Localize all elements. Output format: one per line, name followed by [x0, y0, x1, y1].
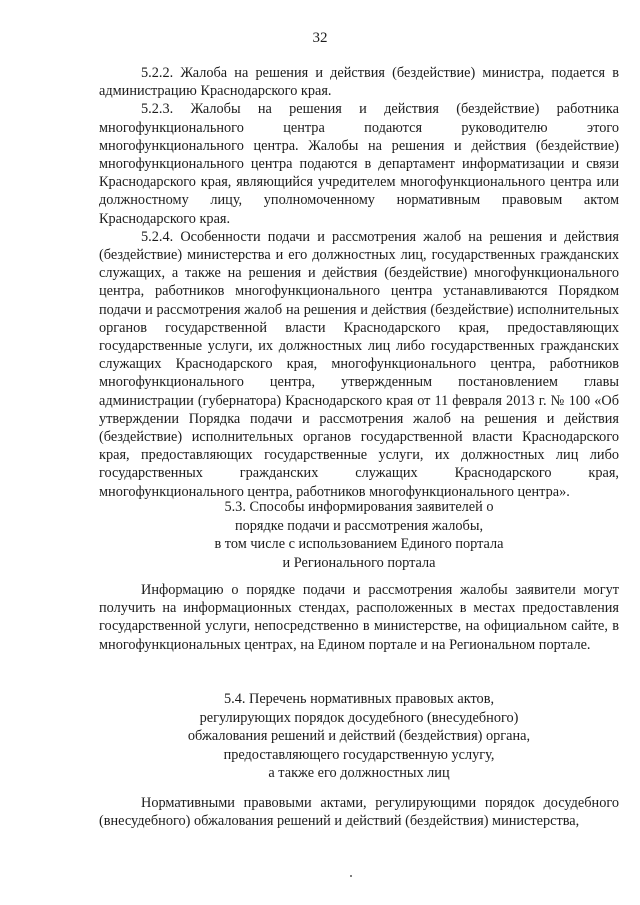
heading-5-3: [99, 498, 619, 572]
heading-line: предоставляющего государственную услугу,: [223, 746, 495, 763]
paragraph-5-2-3: 5.2.3. Жалобы на решения и действия (бездействие) работника многофункционального центра подаются руководителю этого многофункционального центра. Жалобы на решения и действия (бездействие) многофункционального центра подаются в департамент информатизации и связи Краснодарского края, являющийся учредителем многофункционального центра или должностному лицу, уполномоченному нормативным правовым актом Краснодарского края.: [99, 101, 619, 227]
section-5-4-body: [99, 794, 619, 830]
heading-line: в том числе с использованием Единого портала: [214, 536, 504, 552]
heading-line: порядке подачи и рассмотрения жалобы,: [234, 517, 484, 534]
heading-line: регулирующих порядок досудебного (внесудебного): [199, 709, 519, 726]
paragraph-5-2-2: 5.2.2. Жалоба на решения и действия (бездействие) министра, подается в администрацию Краснодарского края.: [99, 65, 619, 100]
heading-5-4: [99, 690, 619, 783]
section-5-3-body: [99, 581, 619, 654]
page-number: 32: [312, 30, 328, 46]
heading-line: а также его должностных лиц: [268, 765, 450, 781]
scan-speck: [350, 875, 352, 877]
paragraph-5-3: Информацию о порядке подачи и рассмотрения жалобы заявители могут получить на информационных стендах, расположенных в местах предоставления государственной услуги, непосредственно в министерстве, на официальном сайте, в многофункциональных центрах, на Едином портале и на Региональном портале.: [99, 582, 619, 653]
heading-line: обжалования решений и действий (бездействия) органа,: [187, 728, 531, 744]
heading-line: 5.3. Способы информирования заявителей о: [224, 499, 494, 515]
paragraph-5-4: Нормативными правовыми актами, регулирующими порядок досудебного (внесудебного) обжалования решений и действий (бездействия) министерства,: [99, 795, 619, 830]
section-5-2-body: [99, 64, 619, 501]
heading-line: и Регионального портала: [282, 554, 436, 571]
paragraph-5-2-4: 5.2.4. Особенности подачи и рассмотрения жалоб на решения и действия (бездействие) министерства и его должностных лиц, государственных гражданских служащих, а также на решения и действия (бездействие) многофункционального центра, работников многофункционального центра устанавливаются Порядком подачи и рассмотрения жалоб на решения и действия (бездействие) исполнительных органов государственной власти Краснодарского края, предоставляющих государственные услуги, их должностных лиц либо государственных гражданских служащих Краснодарского края, многофункционального центра, работников многофункционального центра, утвержденным постановлением главы администрации (губернатора) Краснодарского края от 11 февраля 2013 г. № 100 «Об утверждении Порядка подачи и рассмотрения жалоб на решения и действия (бездействие) исполнительных органов государственной власти Краснодарского края, предоставляющих государственные услуги, их должностных лиц либо государственных гражданских служащих Краснодарского края, многофункционального центра, работников многофункционального центра».: [99, 228, 619, 500]
heading-line: 5.4. Перечень нормативных правовых актов,: [223, 691, 495, 707]
